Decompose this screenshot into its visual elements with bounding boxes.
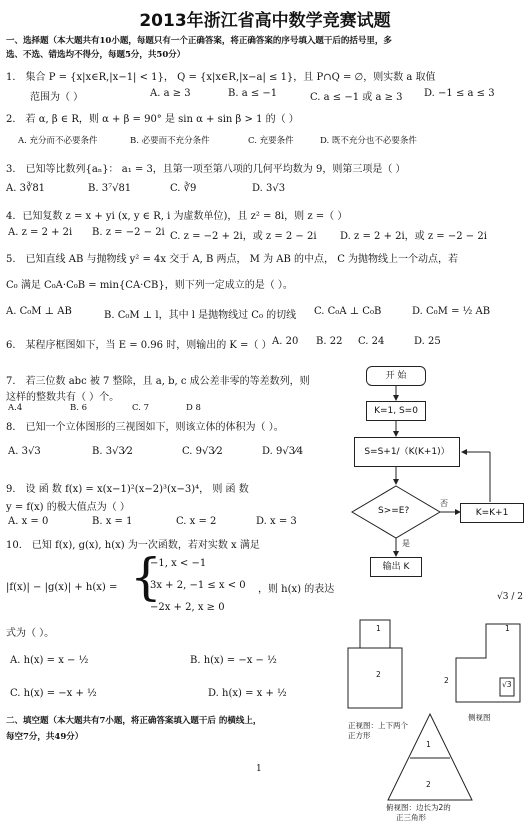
q2-opt-d: D. 既不充分也不必要条件 [320,136,417,146]
flowchart-no-label: 否 [440,499,448,508]
q1-line1: 1． 集合 P = {x|x∈R,|x−1| < 1}， Q = {x|x∈R,|x−a| ≤ 1}，且 P∩Q = ∅，则实数 a 取值 [6,72,436,83]
q8-opt-a: A. 3√3 [8,446,41,457]
q2-stem: 2． 若 α, β ∈ R，则 α + β = 90° 是 sin α + sin β > 1 的（ ） [6,114,299,125]
top-view-top-label: 1 [426,740,431,749]
q8-stem: 8． 已知一个立体图形的三视图如下，则该立体的体积为（ ）。 [6,422,284,433]
side-left-label: 2 [444,676,449,685]
q10-tail: ，则 h(x) 的表达 [258,584,335,595]
q10-brace: { [130,548,162,606]
q10-case-3: −2x + 2, x ≥ 0 [150,602,225,613]
flowchart-increment: K=K+1 [460,503,524,523]
q3-opt-a: A. 3∛81 [6,183,46,194]
front-view-caption-1: 正视图：上下两个 [348,721,408,730]
q5-opt-a: A. C₀M ⊥ AB [6,306,72,317]
q10-opt-c: C. h(x) = −x + ½ [10,688,97,699]
q6-opt-d: D. 25 [414,336,441,347]
q9-line1: 9． 设 函 数 f(x) = x(x−1)²(x−2)³(x−3)⁴， 则 函 数 [6,484,249,495]
q6-opt-c: C. 24 [358,336,385,347]
q8-opt-d: D. 9√3⁄4 [262,446,304,457]
front-top-label: 1 [376,624,381,633]
q9-opt-c: C. x = 2 [176,516,217,527]
q4-stem: 4．已知复数 z = x + yi (x, y ∈ R, i 为虚数单位)，且 z² = 8i，则 z =（ ） [6,211,348,222]
q5-opt-c: C. C₀A ⊥ C₀B [314,306,382,317]
q5-opt-d: D. C₀M = ½ AB [412,306,491,317]
side-top-mark: 1 [505,624,510,633]
q10-opt-a: A. h(x) = x − ½ [10,655,89,666]
q9-opt-b: B. x = 1 [92,516,133,527]
q2-opt-a: A. 充分而不必要条件 [18,136,98,146]
q1-opt-b: B. a ≤ −1 [228,88,278,99]
top-view [380,708,480,804]
q9-opt-d: D. x = 3 [256,516,297,527]
side-view-top-label: √3 / 2 [497,592,523,602]
q3-opt-c: C. ∛9 [170,183,197,194]
q5-line2: C₀ 满足 C₀A·C₀B = min{CA·CB}，则下列一定成立的是（ ）。 [6,280,293,291]
q10-opt-d: D. h(x) = x + ½ [208,688,287,699]
q2-opt-b: B. 必要而不充分条件 [130,136,210,146]
top-view-caption-1: 俯视图：边长为2的 [386,803,451,812]
q7-line2: 这样的整数共有（ ）个。 [6,392,120,403]
flowchart-start: 开 始 [366,366,426,386]
q7-line1: 7． 若三位数 abc 被 7 整除，且 a, b, c 成公差非零的等差数列，则 [6,376,310,387]
flowchart-init: K=1, S=0 [366,401,426,421]
flowchart-condition: S>=E? [378,506,410,516]
q8-opt-c: C. 9√3⁄2 [182,446,223,457]
q3-stem: 3． 已知等比数列{aₙ}： a₁ = 3，且第一项至第八项的几何平均数为 9，则第三项是（ ） [6,164,406,175]
q9-opt-a: A. x = 0 [8,516,49,527]
q10-case-2: 3x + 2, −1 ≤ x < 0 [150,580,246,591]
front-bottom-label: 2 [376,670,381,679]
flowchart-output: 输出 K [370,557,422,577]
flowchart-yes-label: 是 [402,539,410,548]
page-number: 1 [256,764,262,774]
top-view-caption-2: 正三角形 [396,813,426,822]
q3-opt-b: B. 3⁷√81 [88,183,132,194]
q1-opt-d: D. −1 ≤ a ≤ 3 [424,88,495,99]
q10-lhs: |f(x)| − |g(x)| + h(x) = [6,582,118,593]
q6-opt-a: A. 20 [272,336,299,347]
q1-line2: 范围为（ ） [30,92,84,103]
q10-stem: 10． 已知 f(x), g(x), h(x) 为一次函数，若对实数 x 满足 [6,540,260,551]
side-view [440,620,530,710]
flowchart-update: S=S+1/（K(K+1)） [354,437,460,467]
page-title: 2013年浙江省高中数学竞赛试题 [139,11,391,31]
q7-opt-a: A.4 [8,403,23,413]
section1-header-line2: 选、不选、错选均不得分，每题5分，共50分） [6,50,186,60]
top-view-bottom-label: 2 [426,780,431,789]
q3-opt-d: D. 3√3 [252,183,286,194]
section1-header-line1: 一、选择题（本大题共有10小题，每题只有一个正确答案，将正确答案的序号填入题干后的括号里，多 [6,36,392,46]
section2-header-line1: 二、填空题（本大题共有7小题，将正确答案填入题干后 的横线上， [6,716,262,726]
q2-opt-c: C. 充要条件 [248,136,294,146]
q4-opt-a: A. z = 2 + 2i [8,227,73,238]
q5-line1: 5． 已知直线 AB 与抛物线 y² = 4x 交于 A, B 两点， M 为 AB 的中点， C 为抛物线上一个动点，若 [6,254,459,265]
q4-opt-d: D. z = 2 + 2i，或 z = −2 − 2i [340,231,487,242]
front-view-caption-2: 正方形 [348,731,371,740]
front-view [340,618,420,718]
q6-stem: 6． 某程序框图如下，当 E = 0.96 时，则输出的 K =（ ） [6,340,272,351]
section2-header-line2: 每空7分，共49分） [6,732,84,742]
q7-opt-b: B. 6 [70,403,88,413]
q4-opt-c: C. z = −2 + 2i，或 z = 2 − 2i [170,231,317,242]
q4-opt-b: B. z = −2 − 2i [92,227,165,238]
q6-opt-b: B. 22 [316,336,343,347]
q10-line3: 式为（ ）。 [6,628,55,639]
q8-opt-b: B. 3√3⁄2 [92,446,133,457]
q10-case-1: −1, x < −1 [150,558,207,569]
q5-opt-b: B. C₀M ⊥ l，其中 l 是抛物线过 C₀ 的切线 [104,310,297,321]
q9-line2: y = f(x) 的极大值点为（ ） [6,502,130,513]
q10-opt-b: B. h(x) = −x − ½ [190,655,277,666]
q7-opt-c: C. 7 [132,403,150,413]
flowchart-arrows [340,360,530,580]
q1-opt-a: A. a ≥ 3 [150,88,191,99]
side-view-caption: 侧视图 [468,713,491,722]
q1-opt-c: C. a ≤ −1 或 a ≥ 3 [310,92,403,103]
q7-opt-d: D 8 [186,403,201,413]
side-inner-label: √3 [502,680,512,689]
